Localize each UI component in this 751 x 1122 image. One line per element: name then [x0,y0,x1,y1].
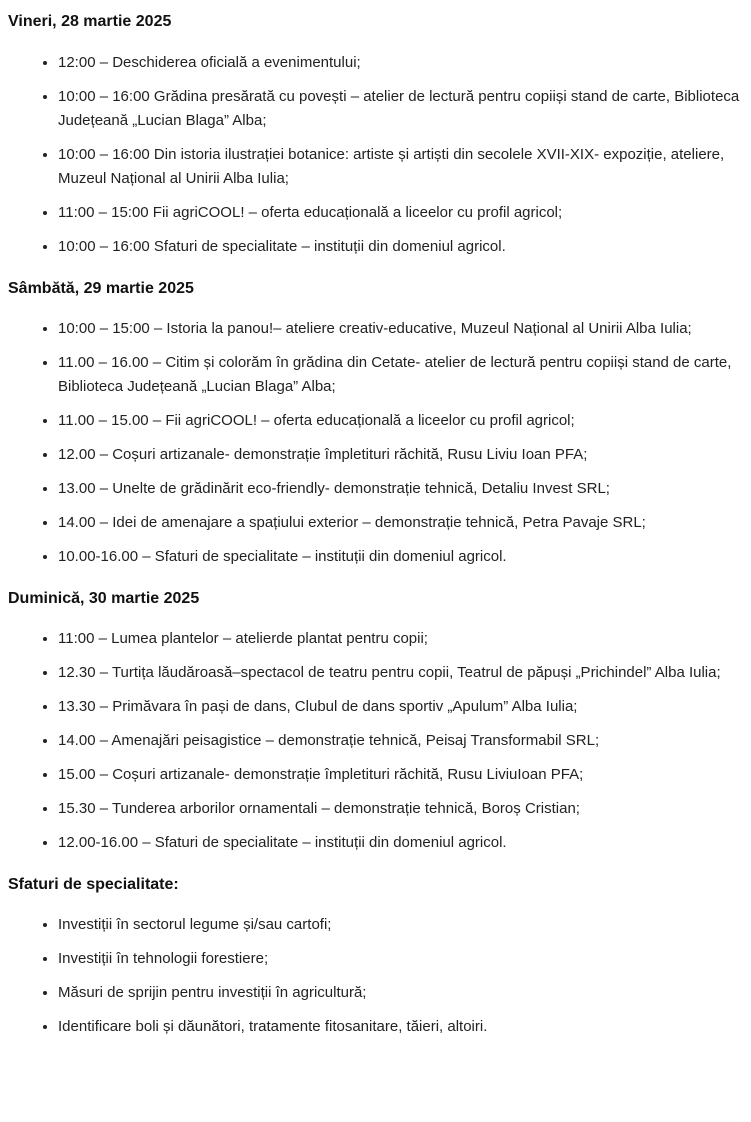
advice-list [8,913,743,1039]
list-item: • 12.30 – Turtița lăudăroasă–spectacol de teatru pentru copii, Teatrul de păpuși „Prichindel” Alba Iulia; [58,661,743,685]
list-item: • 10:00 – 16:00 Din istoria ilustrației botanice: artiste și artiști din secolele XVII-XIX- expoziție, ateliere, Muzeul Național al Unirii Alba Iulia; [58,143,743,191]
list-item: • 10:00 – 15:00 – Istoria la panou!– ateliere creativ-educative, Muzeul Național al Unirii Alba Iulia; [58,317,743,341]
list-item: • 10:00 – 16:00 Sfaturi de specialitate – instituții din domeniul agricol. [58,235,743,259]
specialist-advice-section [8,874,743,1039]
schedule-list [8,51,743,259]
list-item: • 11:00 – Lumea plantelor – atelierde plantat pentru copii; [58,627,743,651]
list-item: • 12:00 – Deschiderea oficială a evenimentului; [58,51,743,75]
list-item: • 15.00 – Coșuri artizanale- demonstrație împletituri răchită, Rusu LiviuIoan PFA; [58,763,743,787]
list-item: • 11.00 – 15.00 – Fii agriCOOL! – oferta educațională a liceelor cu profil agricol; [58,409,743,433]
day-heading: Sâmbătă, 29 martie 2025 [8,280,194,297]
list-item: • Identificare boli și dăunători, tratamente fitosanitare, tăieri, altoiri. [58,1015,743,1039]
list-item: • 12.00-16.00 – Sfaturi de specialitate – instituții din domeniul agricol. [58,831,743,855]
list-item: • 14.00 – Amenajări peisagistice – demonstrație tehnică, Peisaj Transformabil SRL; [58,729,743,753]
schedule-day-sunday [8,588,743,855]
list-item: • Investiții în sectorul legume și/sau cartofi; [58,913,743,937]
list-item: • 14.00 – Idei de amenajare a spațiului exterior – demonstrație tehnică, Petra Pavaje SRL; [58,511,743,535]
list-item: • Măsuri de sprijin pentru investiții în agricultură; [58,981,743,1005]
list-item: • 13.00 – Unelte de grădinărit eco-friendly- demonstrație tehnică, Detaliu Invest SRL; [58,477,743,501]
list-item: • Investiții în tehnologii forestiere; [58,947,743,971]
schedule-list [8,317,743,569]
schedule-day-friday [8,11,743,259]
schedule-day-saturday [8,278,743,569]
list-item: • 11:00 – 15:00 Fii agriCOOL! – oferta educațională a liceelor cu profil agricol; [58,201,743,225]
list-item: • 15.30 – Tunderea arborilor ornamentali – demonstrație tehnică, Boroș Cristian; [58,797,743,821]
day-heading: Duminică, 30 martie 2025 [8,590,200,607]
list-item: • 11.00 – 16.00 – Citim și colorăm în grădina din Cetate- atelier de lectură pentru copiiși stand de carte, Biblioteca Județeană „Lucian Blaga” Alba; [58,351,743,399]
list-item: • 13.30 – Primăvara în pași de dans, Clubul de dans sportiv „Apulum” Alba Iulia; [58,695,743,719]
section-heading: Sfaturi de specialitate: [8,876,179,893]
list-item: • 12.00 – Coșuri artizanale- demonstrație împletituri răchită, Rusu Liviu Ioan PFA; [58,443,743,467]
list-item: • 10:00 – 16:00 Grădina presărată cu povești – atelier de lectură pentru copiiși stand de carte, Biblioteca Județeană „Lucian Blaga” Alba; [58,85,743,133]
day-heading: Vineri, 28 martie 2025 [8,13,172,30]
list-item: • 10.00-16.00 – Sfaturi de specialitate – instituții din domeniul agricol. [58,545,743,569]
schedule-list [8,627,743,855]
